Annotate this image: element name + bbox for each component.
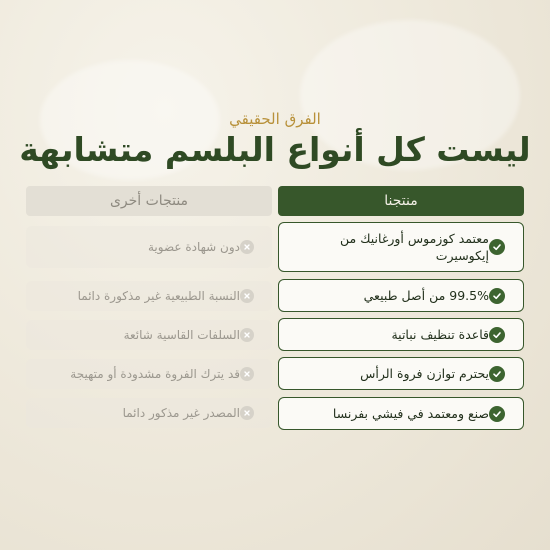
check-circle-icon bbox=[489, 327, 505, 343]
ours-item-text: يحترم توازن فروة الرأس bbox=[360, 366, 489, 381]
column-header-ours: منتجنا bbox=[278, 186, 524, 216]
x-circle-icon bbox=[240, 328, 254, 342]
others-row bbox=[26, 398, 272, 428]
ours-row bbox=[278, 318, 524, 351]
others-row bbox=[26, 281, 272, 311]
others-row bbox=[26, 320, 272, 350]
others-row bbox=[26, 226, 272, 268]
check-circle-icon bbox=[489, 406, 505, 422]
page-title: ليست كل أنواع البلسم متشابهة bbox=[19, 130, 531, 169]
ours-row bbox=[278, 397, 524, 430]
others-item-text: المصدر غير مذكور دائما bbox=[122, 406, 240, 420]
eyebrow-label: الفرق الحقيقي bbox=[229, 110, 321, 128]
ours-item-text: معتمد كوزموس أورغانيك من إيكوسيرت bbox=[340, 231, 489, 263]
ours-item-text: قاعدة تنظيف نباتية bbox=[391, 327, 489, 342]
others-item-text: النسبة الطبيعية غير مذكورة دائما bbox=[77, 289, 240, 303]
x-circle-icon bbox=[240, 406, 254, 420]
ours-item-text: صنع ومعتمد في فيشي بفرنسا bbox=[332, 406, 489, 421]
check-circle-icon bbox=[489, 239, 505, 255]
ours-row bbox=[278, 222, 524, 272]
ours-row bbox=[278, 279, 524, 312]
x-circle-icon bbox=[240, 240, 254, 254]
check-circle-icon bbox=[489, 366, 505, 382]
column-header-others: منتجات أخرى bbox=[26, 186, 272, 216]
x-circle-icon bbox=[240, 367, 254, 381]
others-row bbox=[26, 359, 272, 389]
ours-item-text: 99.5% من أصل طبيعي bbox=[363, 288, 489, 303]
others-item-text: قد يترك الفروة مشدودة أو متهيجة bbox=[70, 367, 240, 381]
ours-row bbox=[278, 357, 524, 390]
others-item-text: دون شهادة عضوية bbox=[148, 240, 240, 254]
x-circle-icon bbox=[240, 289, 254, 303]
check-circle-icon bbox=[489, 288, 505, 304]
others-item-text: السلفات القاسية شائعة bbox=[123, 328, 240, 342]
